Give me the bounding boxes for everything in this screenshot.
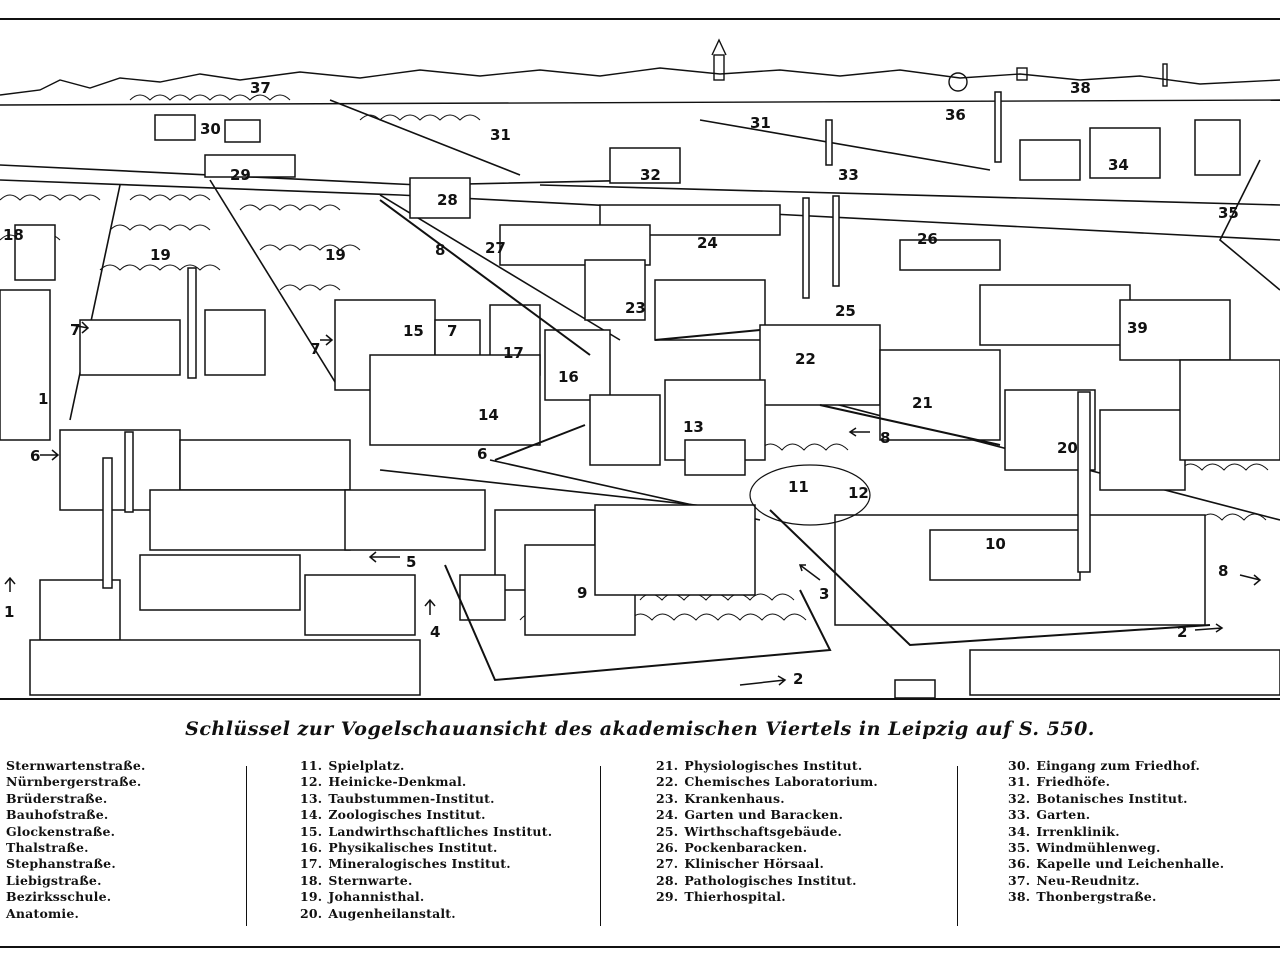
legend-item: 30. Eingang zum Friedhof. bbox=[1008, 758, 1201, 773]
map-number: 9 bbox=[577, 584, 588, 602]
map-number: 8 bbox=[1218, 562, 1229, 580]
legend-item: 18. Sternwarte. bbox=[300, 872, 413, 888]
legend-item: 36. Kapelle und Leichenhalle. bbox=[1008, 856, 1225, 872]
map-number: 16 bbox=[558, 368, 579, 386]
map-number: 21 bbox=[912, 394, 933, 412]
legend-item: Sternwartenstraße. bbox=[6, 758, 146, 773]
legend-item: 28. Pathologisches Institut. bbox=[656, 872, 857, 888]
legend-item: 29. Thierhospital. bbox=[656, 889, 786, 905]
map-number: 7 bbox=[310, 340, 321, 358]
map-number: 7 bbox=[70, 321, 81, 339]
map-number: 26 bbox=[917, 230, 938, 248]
map-number: 6 bbox=[477, 445, 488, 463]
legend-item: 13. Taubstummen-Institut. bbox=[300, 790, 495, 806]
map-number: 29 bbox=[230, 166, 251, 184]
legend-item: 26. Pockenbaracken. bbox=[656, 840, 808, 856]
map-number: 20 bbox=[1057, 439, 1078, 457]
illustration-bottom-rule bbox=[0, 698, 1280, 700]
map-number: 11 bbox=[788, 478, 809, 496]
map-number: 12 bbox=[848, 484, 869, 502]
map-number: 33 bbox=[838, 166, 859, 184]
map-number: 25 bbox=[835, 302, 856, 320]
legend-item: 19. Johannisthal. bbox=[300, 889, 425, 905]
legend-column-2 bbox=[300, 758, 552, 922]
legend-caption: Schlüssel zur Vogelschauansicht des akademischen Viertels in Leipzig auf S. 550. bbox=[185, 718, 1095, 740]
legend-item: 38. Thonbergstraße. bbox=[1008, 889, 1157, 905]
legend-item: 21. Physiologisches Institut. bbox=[656, 758, 863, 773]
map-number: 1 bbox=[4, 603, 15, 621]
legend-item: 16. Physikalisches Institut. bbox=[300, 840, 498, 856]
legend-item: Liebigstraße. bbox=[6, 872, 102, 888]
map-number: 19 bbox=[150, 246, 171, 264]
legend-item: 11. Spielplatz. bbox=[300, 758, 405, 773]
legend-item: Brüderstraße. bbox=[6, 790, 108, 806]
legend-item: 22. Chemisches Laboratorium. bbox=[656, 774, 878, 790]
map-number: 1 bbox=[38, 390, 49, 408]
legend-item: 20. Augenheilanstalt. bbox=[300, 905, 456, 921]
map-number: 22 bbox=[795, 350, 816, 368]
legend-item: Anatomie. bbox=[6, 905, 80, 921]
map-number: 23 bbox=[625, 299, 646, 317]
map-number: 8 bbox=[435, 241, 446, 259]
legend-column-divider bbox=[246, 766, 247, 926]
legend-item: Thalstraße. bbox=[6, 840, 89, 856]
legend-item: 33. Garten. bbox=[1008, 807, 1091, 823]
legend-item: Stephanstraße. bbox=[6, 856, 116, 872]
map-number: 18 bbox=[3, 226, 24, 244]
legend-item: 31. Friedhöfe. bbox=[1008, 774, 1111, 790]
map-number: 14 bbox=[478, 406, 499, 424]
map-number: 2 bbox=[1177, 623, 1188, 641]
map-number: 13 bbox=[683, 418, 704, 436]
legend-item: 24. Garten und Baracken. bbox=[656, 807, 844, 823]
map-number: 39 bbox=[1127, 319, 1148, 337]
map-number: 2 bbox=[793, 670, 804, 688]
map-number: 35 bbox=[1218, 204, 1239, 222]
map-number: 37 bbox=[250, 79, 271, 97]
legend-item: 14. Zoologisches Institut. bbox=[300, 807, 486, 823]
legend-item: 32. Botanisches Institut. bbox=[1008, 790, 1188, 806]
map-number: 7 bbox=[447, 322, 458, 340]
map-number: 5 bbox=[406, 553, 417, 571]
legend-item: 25. Wirthschaftsgebäude. bbox=[656, 823, 843, 839]
legend-item: 35. Windmühlenweg. bbox=[1008, 840, 1161, 856]
map-number: 8 bbox=[880, 429, 891, 447]
map-number: 6 bbox=[30, 447, 41, 465]
legend-column-1 bbox=[0, 758, 146, 922]
legend-column-4 bbox=[1008, 758, 1224, 906]
bottom-border-rule bbox=[0, 946, 1280, 948]
legend-item: 17. Mineralogisches Institut. bbox=[300, 856, 511, 872]
map-number: 3 bbox=[819, 585, 830, 603]
legend-item: 37. Neu-Reudnitz. bbox=[1008, 872, 1140, 888]
legend-item: Nürnbergerstraße. bbox=[6, 774, 142, 790]
legend-item: Bauhofstraße. bbox=[6, 807, 109, 823]
legend-column-3 bbox=[656, 758, 878, 906]
map-number: 4 bbox=[430, 623, 441, 641]
map-number: 24 bbox=[697, 234, 718, 252]
map-number: 31 bbox=[490, 126, 511, 144]
map-number: 31 bbox=[750, 114, 771, 132]
legend-item: 15. Landwirthschaftliches Institut. bbox=[300, 823, 553, 839]
map-number: 32 bbox=[640, 166, 661, 184]
legend-item: Glockenstraße. bbox=[6, 823, 116, 839]
legend-item: Bezirksschule. bbox=[6, 889, 112, 905]
map-number: 10 bbox=[985, 535, 1006, 553]
legend-item: 23. Krankenhaus. bbox=[656, 790, 785, 806]
map-number: 15 bbox=[403, 322, 424, 340]
legend-item: 34. Irrenklinik. bbox=[1008, 823, 1120, 839]
legend-item: 12. Heinicke-Denkmal. bbox=[300, 774, 467, 790]
map-number: 38 bbox=[1070, 79, 1091, 97]
legend-column-divider bbox=[600, 766, 601, 926]
map-number: 28 bbox=[437, 191, 458, 209]
map-number: 17 bbox=[503, 344, 524, 362]
legend-item: 27. Klinischer Hörsaal. bbox=[656, 856, 825, 872]
map-number: 36 bbox=[945, 106, 966, 124]
legend-column-divider bbox=[957, 766, 958, 926]
map-number: 19 bbox=[325, 246, 346, 264]
map-number: 30 bbox=[200, 120, 221, 138]
map-number: 27 bbox=[485, 239, 506, 257]
map-number: 34 bbox=[1108, 156, 1129, 174]
